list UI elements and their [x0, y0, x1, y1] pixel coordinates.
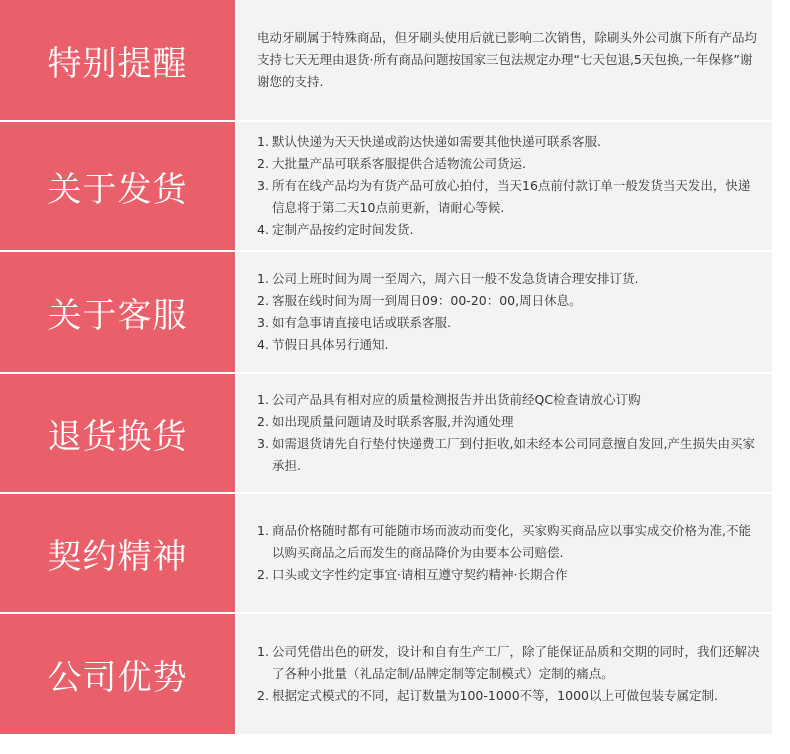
- section-title: 退货换货: [0, 374, 235, 492]
- item-text: 公司上班时间为周一至周六，周六日一般不发急货请合理安排订货.: [272, 271, 639, 286]
- item-text: 根据定式模式的不同，起订数量为100-1000不等，1000以上可做包装专属定制.: [272, 688, 718, 703]
- list-item: [257, 290, 760, 312]
- list-item: [257, 131, 760, 153]
- item-text: 定制产品按约定时间发货.: [272, 222, 414, 237]
- item-number: 4.: [257, 222, 269, 237]
- section-advantages: [0, 614, 790, 734]
- item-number: 1.: [257, 271, 269, 286]
- item-text: 商品价格随时都有可能随市场而波动而变化，买家购买商品应以事实成交价格为准,不能以购买商品之后而发生的商品降价为由要本公司赔偿.: [272, 523, 751, 560]
- item-number: 4.: [257, 337, 269, 352]
- list-item: [257, 219, 760, 241]
- section-contract: [0, 494, 790, 612]
- list-item: [257, 564, 760, 586]
- section-content: [237, 494, 772, 612]
- section-title: 公司优势: [0, 614, 235, 734]
- list-item: [257, 175, 760, 219]
- item-number: 3.: [257, 436, 269, 451]
- item-text: 默认快递为天天快递或韵达快递如需要其他快递可联系客服.: [272, 134, 601, 149]
- section-content: [237, 252, 772, 372]
- item-text: 如出现质量问题请及时联系客服,并沟通处理: [272, 414, 514, 429]
- section-reminder: [0, 0, 790, 120]
- item-number: 2.: [257, 567, 269, 582]
- item-text: 所有在线产品均为有货产品可放心拍付，当天16点前付款订单一般发货当天发出，快递信息将于第二天10点前更新，请耐心等候.: [272, 178, 751, 215]
- item-text: 如有急事请直接电话或联系客服.: [272, 315, 451, 330]
- item-text: 大批量产品可联系客服提供合适物流公司货运.: [272, 156, 526, 171]
- item-number: 2.: [257, 688, 269, 703]
- section-content: [237, 122, 772, 250]
- list-item: [257, 520, 760, 564]
- list-item: [257, 312, 760, 334]
- item-number: 1.: [257, 644, 269, 659]
- item-text: 节假日具体另行通知.: [272, 337, 389, 352]
- list-item: [257, 153, 760, 175]
- section-title: 特别提醒: [0, 0, 235, 120]
- section-title: 关于发货: [0, 122, 235, 250]
- item-number: 3.: [257, 315, 269, 330]
- item-number: 1.: [257, 392, 269, 407]
- item-number: 2.: [257, 414, 269, 429]
- section-paragraph: 电动牙刷属于特殊商品，但牙刷头使用后就已影响二次销售，除刷头外公司旗下所有产品均支持七天无理由退货·所有商品问题按国家三包法规定办理“七天包退,5天包换,一年保修”谢谢您的支持.: [257, 30, 758, 89]
- list-item: [257, 685, 760, 707]
- list-item: [257, 389, 760, 411]
- section-title: 关于客服: [0, 252, 235, 372]
- item-text: 公司凭借出色的研发，设计和自有生产工厂，除了能保证品质和交期的同时，我们还解决了各种小批量（礼品定制/品牌定制等定制模式）定制的痛点。: [272, 644, 760, 681]
- item-number: 2.: [257, 156, 269, 171]
- item-number: 1.: [257, 523, 269, 538]
- item-text: 口头或文字性约定事宜·请相互遵守契约精神·长期合作: [272, 567, 568, 582]
- list-item: [257, 334, 760, 356]
- item-text: 客服在线时间为周一到周日09：00-20：00,周日休息。: [272, 293, 582, 308]
- list-item: [257, 268, 760, 290]
- item-number: 3.: [257, 178, 269, 193]
- list-item: [257, 411, 760, 433]
- list-item: [257, 641, 760, 685]
- list-item: [257, 433, 760, 477]
- section-returns: [0, 374, 790, 492]
- section-content: [237, 614, 772, 734]
- item-text: 如需退货请先自行垫付快递费工厂到付拒收,如未经本公司同意擅自发回,产生损失由买家承担.: [272, 436, 755, 473]
- section-shipping: [0, 122, 790, 250]
- section-content: [237, 374, 772, 492]
- item-number: 1.: [257, 134, 269, 149]
- section-customer-service: [0, 252, 790, 372]
- section-title: 契约精神: [0, 494, 235, 612]
- item-text: 公司产品具有相对应的质量检测报告并出货前经QC检查请放心订购: [272, 392, 641, 407]
- item-number: 2.: [257, 293, 269, 308]
- section-content: [237, 0, 772, 120]
